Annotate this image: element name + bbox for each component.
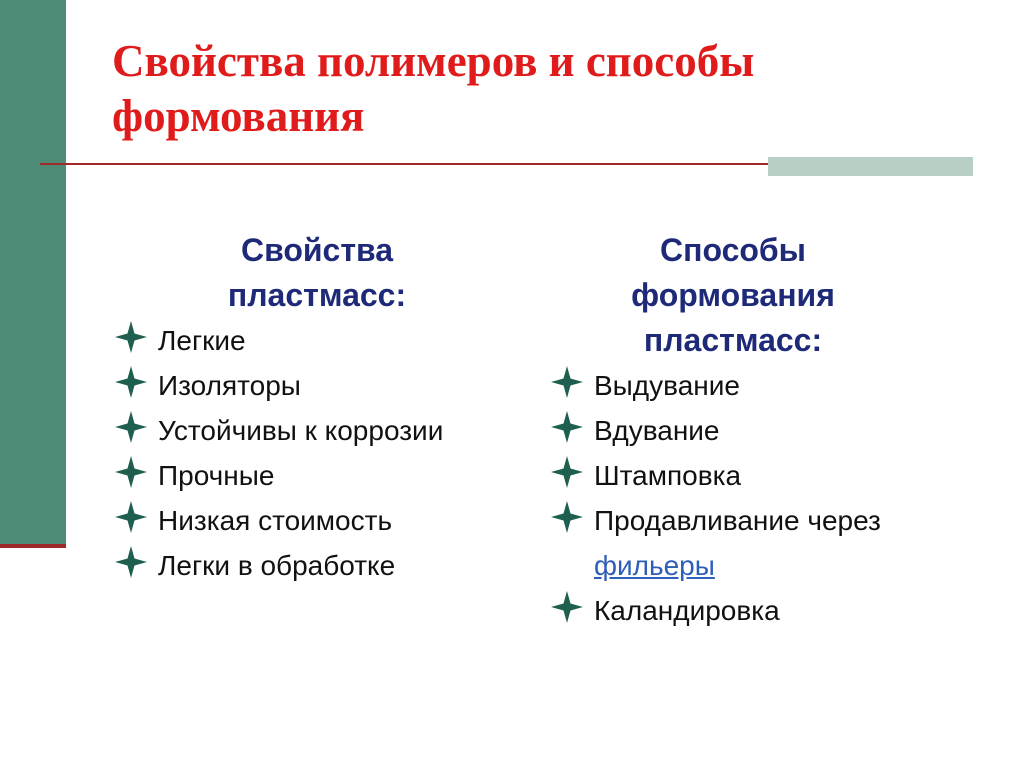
list-item — [548, 498, 988, 588]
properties-list — [112, 318, 522, 588]
list-item — [112, 363, 522, 408]
slide-title: Свойства полимеров и способы формования — [112, 36, 755, 141]
list-item-line: Продавливание через — [594, 505, 881, 536]
filiery-link[interactable]: фильеры — [594, 550, 715, 581]
four-point-star-icon — [112, 408, 158, 453]
four-point-star-icon — [112, 543, 158, 588]
list-item-label: Легки в обработке — [158, 550, 396, 581]
list-item-label: Устойчивы к коррозии — [158, 415, 444, 446]
methods-heading-line: пластмасс: — [643, 322, 823, 358]
list-item-label: Вдувание — [594, 415, 720, 446]
list-item-label: Изоляторы — [158, 370, 301, 401]
four-point-star-icon — [112, 498, 158, 543]
list-item — [548, 363, 988, 408]
properties-column — [112, 228, 522, 588]
properties-heading-line: пластмасс: — [227, 277, 407, 313]
methods-heading-line: Способы — [660, 232, 806, 268]
list-item — [112, 543, 522, 588]
list-item-label: Выдувание — [594, 370, 740, 401]
list-item-label: Легкие — [158, 325, 246, 356]
list-item — [112, 318, 522, 363]
list-item — [112, 408, 522, 453]
four-point-star-icon — [112, 453, 158, 498]
four-point-star-icon — [548, 408, 594, 453]
title-divider-accent — [768, 157, 973, 176]
list-item — [548, 408, 988, 453]
list-item-label: Каландировка — [594, 595, 780, 626]
four-point-star-icon — [112, 363, 158, 408]
four-point-star-icon — [548, 498, 594, 543]
list-item-label: Низкая стоимость — [158, 505, 393, 536]
four-point-star-icon — [548, 363, 594, 408]
methods-heading — [548, 228, 918, 363]
list-item-label: Штамповка — [594, 460, 742, 491]
methods-list — [548, 363, 988, 633]
side-decor-rule — [0, 544, 66, 548]
list-item — [112, 498, 522, 543]
four-point-star-icon — [548, 453, 594, 498]
list-item — [112, 453, 522, 498]
methods-heading-line: формования — [631, 277, 835, 313]
four-point-star-icon — [548, 588, 594, 633]
side-decor-bar — [0, 0, 66, 544]
properties-heading — [112, 228, 522, 318]
properties-heading-line: Свойства — [240, 232, 394, 268]
methods-column — [548, 228, 988, 633]
list-item-label: Прочные — [158, 460, 275, 491]
list-item-label — [594, 498, 881, 588]
list-item — [548, 453, 988, 498]
list-item — [548, 588, 988, 633]
four-point-star-icon — [112, 318, 158, 363]
